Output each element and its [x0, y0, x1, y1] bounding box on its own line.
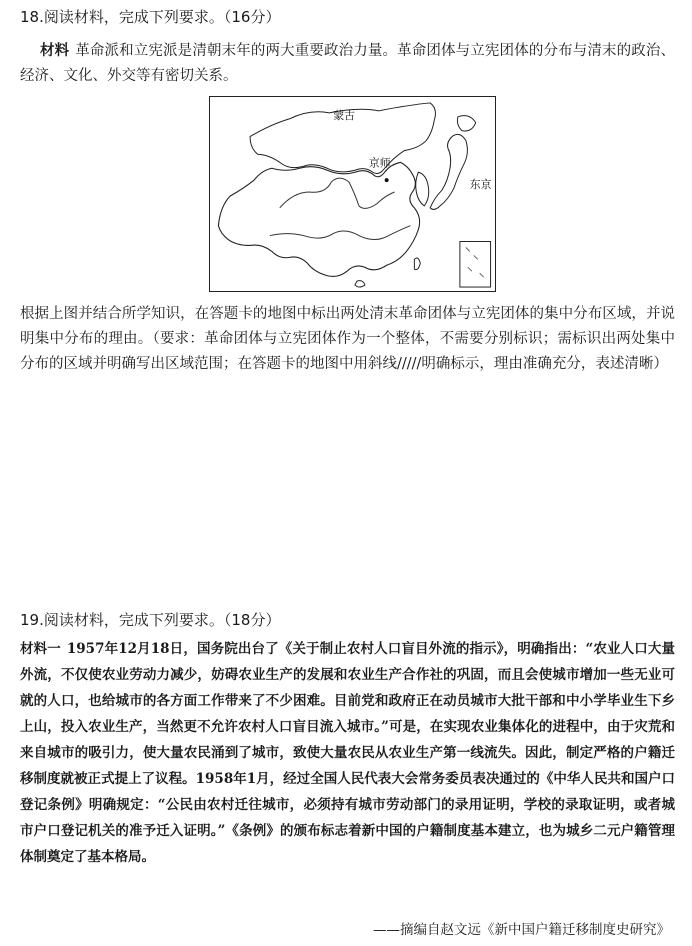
- q19-material-paragraph: [20, 636, 675, 870]
- east-asia-map: [210, 97, 495, 291]
- q19-material-label: 材料一: [20, 641, 61, 657]
- inset-islands: [466, 247, 484, 277]
- question-18-title: 18.阅读材料，完成下列要求。（16分）: [20, 8, 281, 26]
- q18-material-paragraph: [20, 38, 675, 89]
- map-label-mongolia: 蒙古: [333, 108, 355, 122]
- q18-material-text: 革命派和立宪派是清朝末年的两大重要政治力量。革命团体与立宪团体的分布与清末的政治、经济、文化、外交等有密切关系。: [20, 43, 675, 84]
- q19-material-text: 1957年12月18日，国务院出台了《关于制止农村人口盲目外流的指示》，明确指出：“农业人口大量外流，不仅使农业劳动力减少，妨碍农业生产的发展和农业生产合作社的巩固，而且会使城市增加一些无业可就的人口，也给城市的各方面工作带来了不少困难。目前党和政府正在动员城市大批干部和中小学毕业生下乡上山，投入农业生产，当然更不允许农村人口盲目流入城市。”可是，在实现农业集体化的进程中，由于灾荒和来自城市的吸引力，使大量农民涌到了城市，致使大量农民从农业生产第一线流失。因此，制定严格的户籍迁移制度就被正式提上了议程。1958年1月，经过全国人民代表大会常务委员表决通过的《中华人民共和国户口登记条例》明确规定：“公民由农村迁往城市，必须持有城市劳动部门的录用证明，学校的录取证明，或者城市户口登记机关的准予迁入证明。”《条例》的颁布标志着新中国的户籍制度基本建立，也为城乡二元户籍管理体制奠定了基本格局。: [20, 641, 675, 865]
- korea-peninsula: [416, 172, 429, 206]
- china-outline: [218, 162, 419, 276]
- q18-task-paragraph: 根据上图并结合所学知识，在答题卡的地图中标出两处清末革命团体与立宪团体的集中分布区域，并说明集中分布的理由。（要求：革命团体与立宪团体作为一个整体，不需要分别标识；需标识出两处集中分布的区域并明确写出区域范围；在答题卡的地图中用斜线/////明确标示，理由准确充分，表述清晰）: [20, 306, 675, 372]
- japan-islands: [430, 134, 467, 209]
- south-sea-inset: [460, 242, 491, 288]
- qing-map-figure: [209, 96, 496, 292]
- taiwan-island: [414, 258, 420, 270]
- yangtze-river: [270, 226, 411, 240]
- capital-marker: [385, 178, 389, 182]
- q18-material-label: 材料: [40, 42, 70, 59]
- map-label-capital: 京师: [368, 156, 391, 170]
- yellow-river: [280, 178, 395, 208]
- question-19-title: 19.阅读材料，完成下列要求。（18分）: [20, 611, 281, 629]
- map-label-tokyo: 东京: [469, 178, 492, 192]
- hainan-island: [355, 281, 365, 287]
- q19-source-citation: ——摘编自赵文远《新中国户籍迁移制度史研究》: [373, 922, 670, 938]
- hokkaido: [457, 116, 475, 131]
